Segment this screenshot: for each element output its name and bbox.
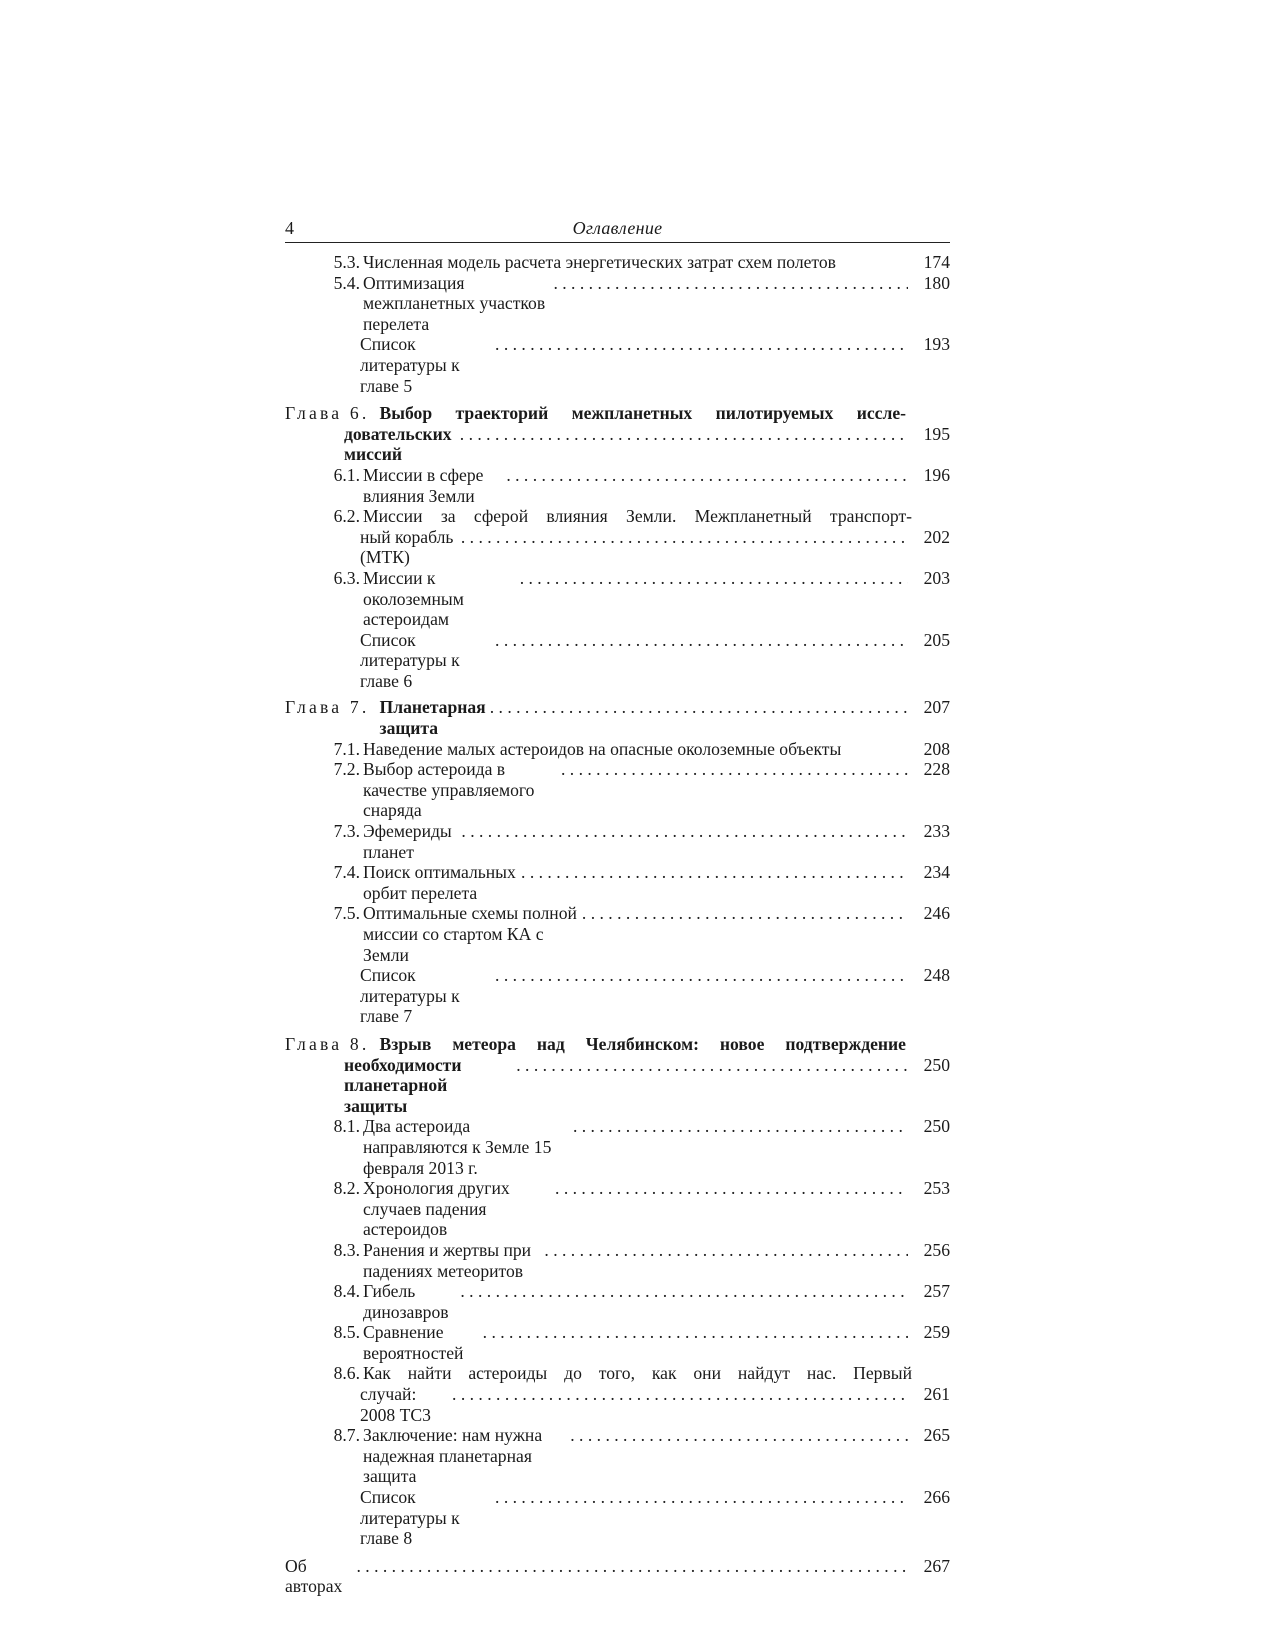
section-number: 6.1. [333, 464, 360, 485]
section-number: 5.3. [333, 252, 360, 272]
chapter-label: Глава 8. [285, 1033, 370, 1054]
dot-leader [520, 568, 908, 589]
page-ref: 205 [923, 629, 950, 650]
references-title: Список литературы к главе 7 [360, 965, 460, 1027]
toc-entry-references [285, 334, 950, 396]
section-title: Два астероида направляются к Земле 15 февраля 2013 г. [363, 1116, 552, 1178]
toc-entry [285, 1281, 950, 1322]
section-title: Хронология других случаев падения астероидов [363, 1178, 510, 1240]
toc-entry [285, 1363, 950, 1384]
page-ref: 250 [923, 1116, 950, 1137]
dot-leader [356, 1556, 908, 1577]
section-title: Численная модель расчета энергетических затрат схем полетов [363, 252, 836, 272]
section-number: 7.5. [333, 903, 360, 924]
section-number: 7.4. [333, 862, 360, 883]
section-number: 6.3. [333, 567, 360, 588]
toc-entry [285, 506, 950, 527]
page-number: 4 [285, 218, 294, 238]
page-ref: 266 [923, 1487, 950, 1508]
section-title: Оптимизация межпланетных участков перелета [363, 272, 546, 334]
dot-leader [495, 1487, 908, 1508]
page-ref: 195 [923, 423, 950, 444]
toc-page [285, 214, 950, 1597]
toc-entry [285, 821, 950, 862]
dot-leader [582, 903, 908, 924]
dot-leader [495, 965, 908, 986]
toc-entry [285, 1240, 950, 1281]
section-title-cont: случай: 2008 TC3 [360, 1384, 431, 1425]
section-title: Миссии за сферой влияния Земли. Межпланетный транспорт- [363, 506, 912, 527]
toc-entry [285, 1116, 950, 1178]
dot-leader [495, 334, 908, 355]
dot-leader [561, 759, 908, 780]
authors-title: Об авторах [285, 1555, 343, 1597]
section-title: Гибель динозавров [363, 1281, 449, 1322]
section-number: 8.2. [333, 1178, 360, 1199]
page-ref: 203 [923, 567, 950, 588]
toc-entry [285, 759, 950, 821]
toc-entry [285, 862, 950, 903]
toc-entry [285, 903, 950, 965]
dot-leader [460, 1281, 908, 1302]
page-ref: 202 [923, 526, 950, 547]
dot-leader [516, 1055, 908, 1076]
section-title: Ранения и жертвы при падениях метеоритов [363, 1239, 532, 1281]
toc-entry [285, 465, 950, 506]
toc-entry [285, 1178, 950, 1240]
section-number: 7.3. [333, 821, 360, 842]
section-number: 8.3. [333, 1239, 360, 1260]
page-ref: 259 [923, 1322, 950, 1343]
page-ref: 257 [923, 1281, 950, 1302]
section-title: Сравнение вероятностей [363, 1322, 464, 1363]
page-ref: 207 [923, 697, 950, 718]
references-title: Список литературы к главе 5 [360, 334, 460, 396]
section-title: Наведение малых астероидов на опасные околоземные объекты [363, 738, 842, 759]
page-ref: 248 [923, 965, 950, 986]
section-title: Как найти астероиды до того, как они найдут нас. Первый [363, 1363, 912, 1384]
section-title-cont: ный корабль (МТК) [360, 526, 454, 568]
section-number: 8.5. [333, 1322, 360, 1343]
chapter-6 [285, 403, 950, 465]
page-ref: 208 [923, 738, 950, 759]
section-number: 5.4. [333, 272, 360, 293]
section-number: 8.4. [333, 1281, 360, 1302]
dot-leader [573, 1116, 908, 1137]
dot-leader [553, 273, 908, 294]
section-title: Миссии в сфере влияния Земли [363, 464, 484, 506]
dot-leader [483, 1322, 908, 1343]
page-ref: 256 [923, 1239, 950, 1260]
chapter-7 [285, 697, 950, 738]
section-title: Выбор астероида в качестве управляемого снаряда [363, 759, 535, 821]
section-number: 8.1. [333, 1116, 360, 1137]
dot-leader [544, 1240, 908, 1261]
toc-entry [285, 252, 950, 273]
toc-entry-cont [285, 1384, 950, 1425]
toc-entry-references [285, 630, 950, 692]
toc-entry [285, 1425, 950, 1487]
page-ref: 261 [923, 1384, 950, 1405]
page-ref: 265 [923, 1425, 950, 1446]
dot-leader [461, 821, 908, 842]
page-ref: 196 [923, 464, 950, 485]
page-ref: 250 [923, 1054, 950, 1075]
chapter-label: Глава 7. [285, 697, 370, 718]
toc-entry [285, 739, 950, 760]
chapter-title: Выбор траекторий межпланетных пилотируемых иссле- [379, 403, 906, 424]
references-title: Список литературы к главе 6 [360, 629, 460, 691]
section-number: 7.1. [333, 738, 360, 759]
toc-entry [285, 1322, 950, 1363]
section-title: Миссии к околоземным астероидам [363, 567, 464, 630]
page-ref: 228 [923, 759, 950, 780]
page-ref: 233 [923, 821, 950, 842]
page-ref: 174 [923, 252, 950, 272]
table-of-contents [285, 252, 950, 1597]
dot-leader [570, 1425, 908, 1446]
chapter-title: Взрыв метеора над Челябинском: новое подтверждение [379, 1033, 906, 1054]
toc-entry-references [285, 965, 950, 1027]
toc-entry-references [285, 1487, 950, 1549]
dot-leader [555, 1178, 908, 1199]
dot-leader [506, 465, 908, 486]
toc-entry-cont [285, 527, 950, 568]
section-number: 7.2. [333, 759, 360, 780]
page-ref: 253 [923, 1178, 950, 1199]
chapter-label: Глава 6. [285, 403, 370, 424]
running-header [285, 214, 950, 243]
section-title: Оптимальные схемы полной миссии со стартом КА с Земли [363, 903, 577, 965]
section-title: Эфемериды планет [363, 821, 452, 862]
section-title: Поиск оптимальных орбит перелета [363, 862, 516, 903]
page-ref: 246 [923, 903, 950, 924]
section-number: 8.7. [333, 1425, 360, 1446]
dot-leader [461, 527, 908, 548]
chapter-title: Планетарная защита [379, 697, 486, 739]
section-number: 6.2. [333, 506, 360, 527]
page-ref: 267 [923, 1555, 950, 1576]
chapter-title-cont: довательских миссий [344, 423, 452, 465]
toc-entry [285, 568, 950, 630]
page-ref: 234 [923, 862, 950, 883]
section-number: 8.6. [333, 1363, 360, 1384]
chapter-title-cont: необходимости планетарной защиты [344, 1054, 462, 1116]
running-title: Оглавление [572, 218, 663, 238]
chapter-8 [285, 1034, 950, 1116]
dot-leader [495, 630, 908, 651]
toc-entry [285, 273, 950, 335]
page-ref: 193 [923, 334, 950, 355]
references-title: Список литературы к главе 8 [360, 1487, 460, 1549]
page-ref: 180 [923, 272, 950, 293]
dot-leader [452, 1384, 908, 1405]
dot-leader [521, 862, 908, 883]
dot-leader [460, 424, 908, 445]
dot-leader [490, 697, 908, 718]
section-title: Заключение: нам нужна надежная планетарная защита [363, 1425, 543, 1487]
toc-entry-authors [285, 1556, 950, 1597]
